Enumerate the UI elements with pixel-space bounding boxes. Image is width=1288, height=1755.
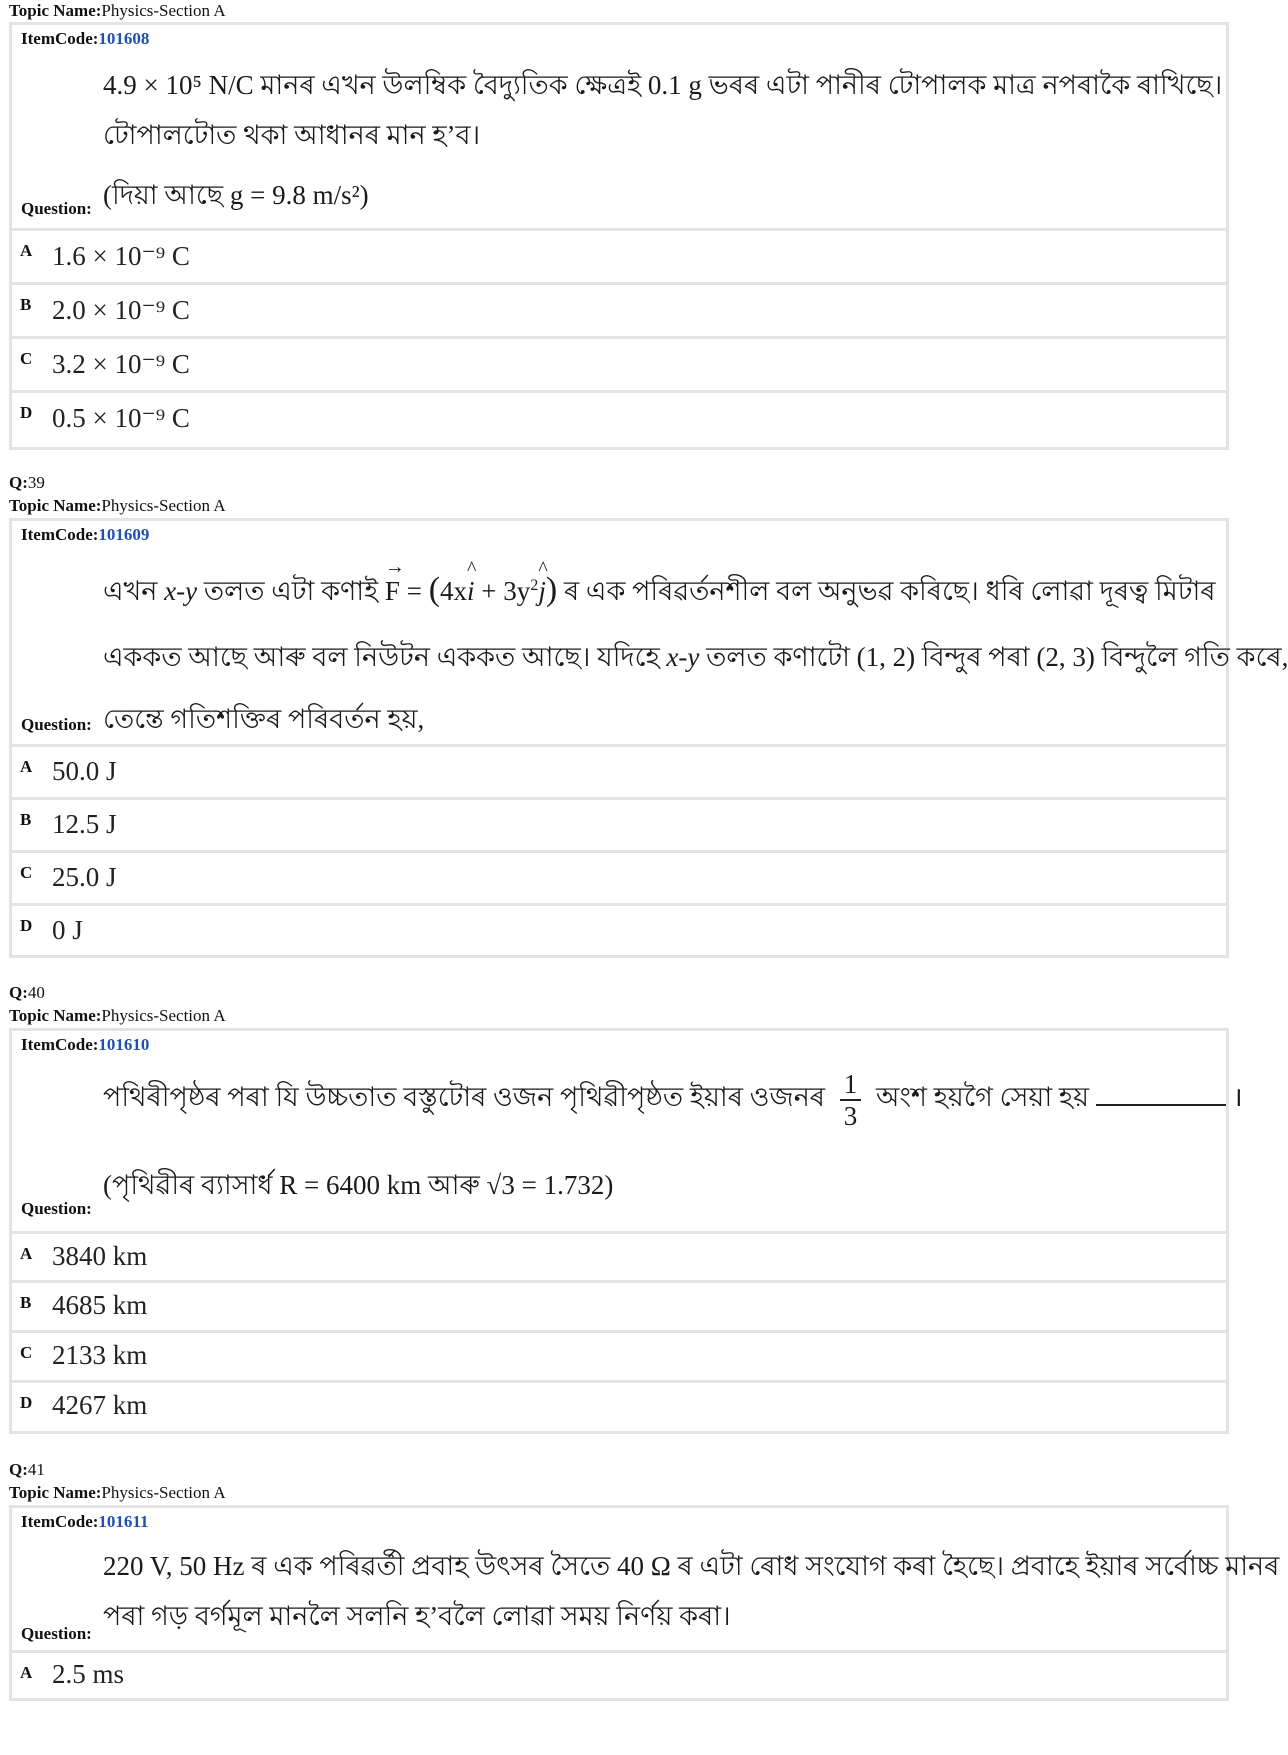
option-c[interactable] (12, 336, 1226, 390)
q-number: 39 (27, 473, 45, 492)
item-code-label: ItemCode: (21, 1035, 99, 1054)
option-value: 0 J (52, 915, 83, 945)
option-value: 50.0 J (52, 756, 117, 786)
item-code-label: ItemCode: (21, 29, 99, 48)
option-value: 25.0 J (52, 862, 117, 892)
question-fragment: x-y (164, 576, 198, 606)
option-value: 2.0 × 10⁻⁹ C (52, 295, 190, 325)
item-code (21, 1035, 149, 1055)
option-d[interactable] (12, 1380, 1226, 1431)
question-number (9, 1460, 45, 1480)
option-a[interactable] (12, 744, 1226, 797)
answer-blank (1096, 1082, 1226, 1106)
option-a[interactable] (12, 1231, 1226, 1280)
option-value: 4267 km (52, 1390, 148, 1420)
question-fragment: x-y (666, 642, 700, 672)
question-card (9, 22, 1229, 450)
question-card (9, 1028, 1243, 1434)
question-label: Question: (21, 1624, 92, 1643)
question-fragment: ৰ এক পৰিৱৰ্তনশীল বল অনুভৱ কৰিছে। ধৰি লোৱা দূৰত্ব মিটাৰ (563, 576, 1216, 606)
q-label: Q: (9, 983, 28, 1002)
option-key: A (20, 757, 33, 776)
question-text (103, 1069, 1243, 1210)
fraction (840, 1069, 862, 1131)
option-b[interactable] (12, 282, 1226, 336)
fraction-denominator: 3 (843, 1101, 858, 1131)
topic-label: Topic Name: (9, 1483, 102, 1502)
question-line: (দিয়া আছে g = 9.8 m/s²) (103, 180, 369, 210)
option-key: C (20, 349, 33, 368)
topic-line (9, 1006, 226, 1026)
question-number (9, 473, 45, 493)
option-a[interactable] (12, 228, 1226, 282)
option-value: 3.2 × 10⁻⁹ C (52, 349, 190, 379)
topic-line (9, 496, 226, 516)
topic-name: Physics-Section A (101, 1483, 226, 1502)
q-label: Q: (9, 1460, 28, 1479)
option-value: 12.5 J (52, 809, 117, 839)
option-key: A (20, 1244, 33, 1263)
topic-line (9, 1483, 226, 1503)
question-line: 220 V, 50 Hz ৰ এক পৰিৱৰ্তী প্ৰবাহ উৎসৰ সৈতে 40 Ω ৰ এটা ৰোধ সংযোগ কৰা হৈছে। প্ৰবাহে ইয়াৰ সৰ্বোচ্চ মানৰ (103, 1551, 1280, 1581)
option-value: 0.5 × 10⁻⁹ C (52, 403, 190, 433)
option-key: A (20, 241, 33, 260)
option-key: D (20, 916, 33, 935)
option-key: B (20, 295, 32, 314)
question-card (9, 1505, 1280, 1701)
topic-name: Physics-Section A (101, 1, 226, 20)
option-value: 2133 km (52, 1340, 148, 1370)
option-key: D (20, 403, 33, 422)
option-key: D (20, 1393, 33, 1412)
item-code-value: 101608 (98, 29, 150, 48)
item-code-label: ItemCode: (21, 1512, 99, 1531)
question-line (103, 637, 1288, 699)
q-label: Q: (9, 473, 28, 492)
option-b[interactable] (12, 797, 1226, 850)
item-code-value: 101609 (98, 525, 150, 544)
question-fragment: এখন (103, 576, 158, 606)
question-text (103, 571, 1288, 744)
question-line: তেন্তে গতিশক্তিৰ পৰিবৰ্তন হয়, (103, 704, 425, 734)
topic-name: Physics-Section A (101, 496, 226, 515)
question-label: Question: (21, 199, 92, 218)
topic-label: Topic Name: (9, 1, 102, 20)
topic-line (9, 1, 226, 21)
item-code (21, 29, 149, 49)
option-value: 2.5 ms (52, 1659, 125, 1689)
question-line (103, 1069, 1243, 1165)
option-d[interactable] (12, 903, 1226, 958)
option-value: 4685 km (52, 1290, 148, 1320)
topic-label: Topic Name: (9, 1006, 102, 1025)
q-number: 40 (27, 983, 45, 1002)
q-number: 41 (27, 1460, 45, 1479)
force-vector-formula: → F = (4x^ $i + 3y^2\^{}$ j) (385, 576, 564, 606)
question-line: (পৃথিৱীৰ ব্যাসাৰ্ধ R = 6400 km আৰু √3 = 1.732) (103, 1170, 614, 1200)
topic-label: Topic Name: (9, 496, 102, 515)
question-text (103, 1546, 1280, 1641)
question-fragment: । (1232, 1082, 1243, 1113)
item-code (21, 525, 149, 545)
option-key: C (20, 863, 33, 882)
question-fragment: এককত আছে আৰু বল নিউটন এককত আছে। যদিহে (103, 642, 660, 672)
item-code-value: 101611 (98, 1512, 149, 1531)
option-a[interactable] (12, 1650, 1226, 1698)
question-fragment: পথিৰীপৃষ্ঠৰ পৰা যি উচ্চতাত বস্তুটোৰ ওজন পৃথিৱীপৃষ্ঠত ইয়াৰ ওজনৰ (103, 1082, 826, 1113)
option-b[interactable] (12, 1280, 1226, 1330)
option-key: B (20, 1293, 32, 1312)
option-d[interactable] (12, 390, 1226, 447)
option-c[interactable] (12, 1330, 1226, 1380)
option-key: B (20, 810, 32, 829)
question-label: Question: (21, 715, 92, 734)
question-line: টোপালটোত থকা আধানৰ মান হ’ব। (103, 120, 481, 150)
question-line: পৰা গড় বৰ্গমূল মানলৈ সলনি হ’বলৈ লোৱা সময় নিৰ্ণয় কৰা। (103, 1601, 731, 1631)
question-line (103, 571, 1216, 637)
option-key: A (20, 1663, 33, 1682)
option-value: 3840 km (52, 1241, 148, 1271)
topic-name: Physics-Section A (101, 1006, 226, 1025)
item-code-value: 101610 (98, 1035, 150, 1054)
question-text (103, 65, 1223, 220)
question-line: 4.9 × 10⁵ N/C মানৰ এখন উলম্বিক বৈদ্যুতিক ক্ষেত্ৰই 0.1 g ভৰৰ এটা পানীৰ টোপালক মাত্ৰ নপৰাকৈ ৰাখিছে। (103, 70, 1223, 100)
option-c[interactable] (12, 850, 1226, 903)
question-fragment: তলত এটা কণাই (203, 576, 379, 606)
option-value: 1.6 × 10⁻⁹ C (52, 241, 190, 271)
item-code (21, 1512, 148, 1532)
question-fragment: তলত কণাটো (1, 2) বিন্দুৰ পৰা (2, 3) বিন্দুলৈ গতি কৰে, (706, 642, 1288, 672)
question-card (9, 518, 1288, 958)
question-number (9, 983, 45, 1003)
question-fragment: অংশ হয়গৈ সেয়া হয় (876, 1082, 1089, 1113)
option-key: C (20, 1343, 33, 1362)
fraction-numerator: 1 (840, 1069, 862, 1101)
item-code-label: ItemCode: (21, 525, 99, 544)
question-label: Question: (21, 1199, 92, 1218)
